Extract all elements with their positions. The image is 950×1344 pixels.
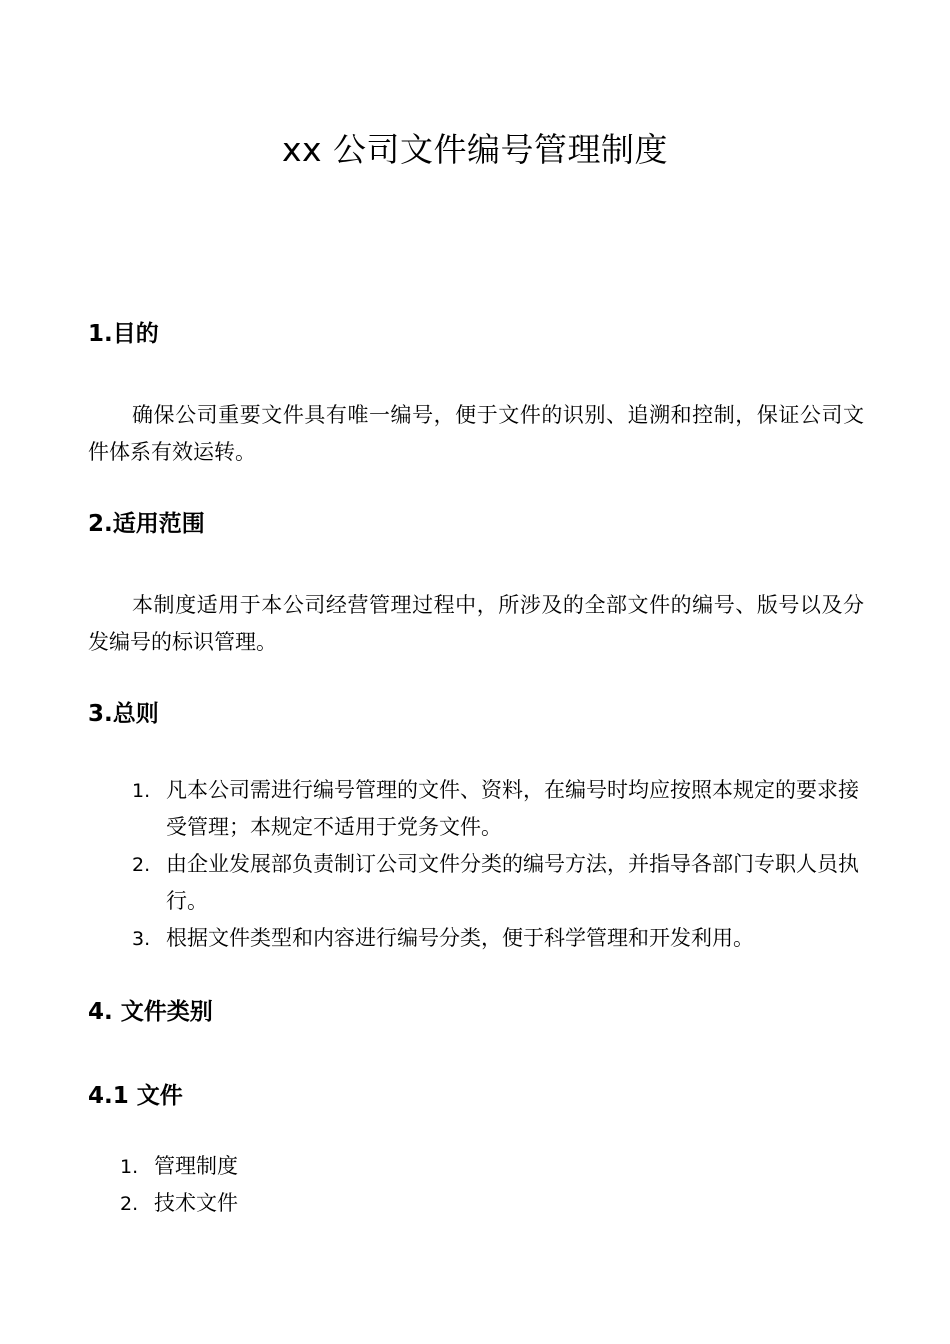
list-item bbox=[132, 772, 866, 846]
list-item-text: 由企业发展部负责制订公司文件分类的编号方法，并指导各部门专职人员执行。 bbox=[166, 852, 859, 913]
list-item-number: 1. bbox=[120, 1156, 139, 1178]
section-text-purpose: 确保公司重要文件具有唯一编号，便于文件的识别、追溯和控制，保证公司文件体系有效运转。 bbox=[88, 403, 864, 464]
list-item bbox=[120, 1185, 520, 1222]
section-heading-scope: 2.适用范围 bbox=[88, 511, 205, 537]
subsection-heading-documents: 4.1 文件 bbox=[88, 1083, 183, 1109]
section-text-scope: 本制度适用于本公司经营管理过程中，所涉及的全部文件的编号、版号以及分发编号的标识管理。 bbox=[88, 593, 864, 654]
list-item-number: 3. bbox=[132, 928, 151, 950]
list-item-number: 2. bbox=[120, 1193, 139, 1215]
list-item-number: 1. bbox=[132, 780, 151, 802]
list-item-number: 2. bbox=[132, 854, 151, 876]
section-heading-general: 3.总则 bbox=[88, 701, 159, 727]
list-item bbox=[120, 1148, 520, 1185]
list-item-text: 管理制度 bbox=[154, 1154, 238, 1178]
section-heading-purpose: 1.目的 bbox=[88, 321, 159, 347]
list-item-text: 技术文件 bbox=[154, 1191, 238, 1215]
list-item-text: 根据文件类型和内容进行编号分类，便于科学管理和开发利用。 bbox=[166, 926, 754, 950]
section-heading-categories: 4. 文件类别 bbox=[88, 999, 213, 1025]
list-item bbox=[132, 846, 866, 920]
list-item-text: 凡本公司需进行编号管理的文件、资料，在编号时均应按照本规定的要求接受管理；本规定不适用于党务文件。 bbox=[166, 778, 859, 839]
general-rules-list bbox=[132, 772, 866, 957]
document-title: xx 公司文件编号管理制度 bbox=[281, 130, 669, 169]
document-types-list bbox=[120, 1148, 520, 1222]
list-item bbox=[132, 920, 866, 957]
